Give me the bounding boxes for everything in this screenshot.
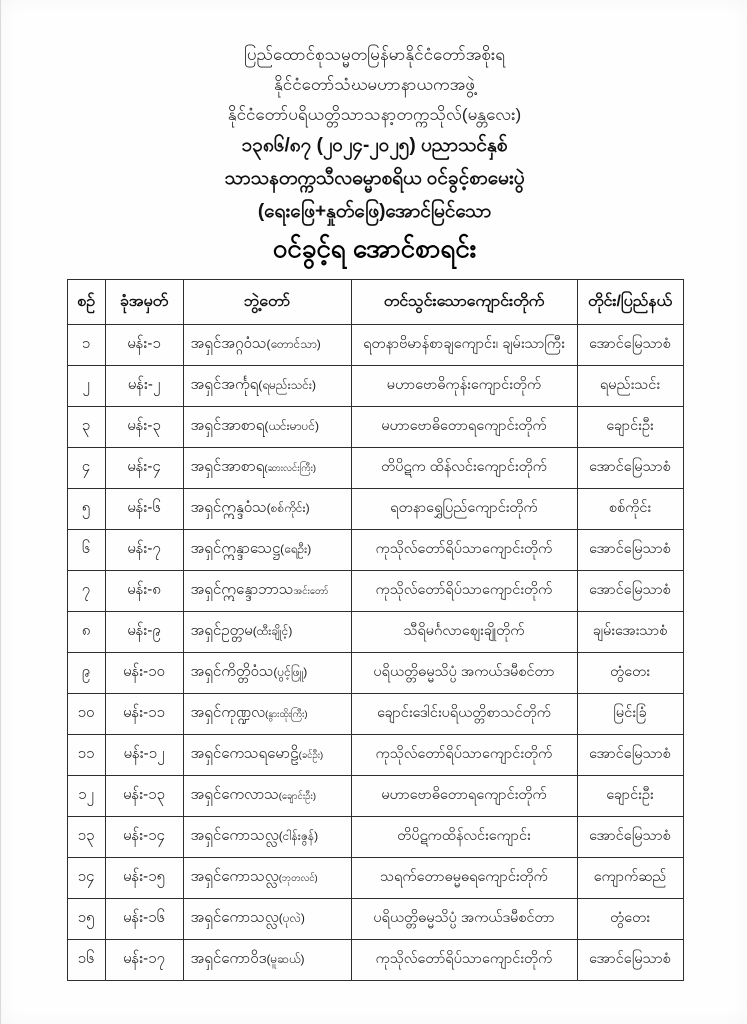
monk-name: အရှင်ဣန္ဒောဘာသ xyxy=(190,581,294,598)
monk-name-note: (ယင်းမာပင်) xyxy=(264,419,319,433)
roll-number-cell: မန်း-၁၀ xyxy=(105,653,183,694)
monk-name: အရှင်ကောသလ္လ xyxy=(190,868,279,885)
monk-name-note: (ရေဦး) xyxy=(280,542,312,556)
monastery-cell: ကုသိုလ်တော်ရိပ်သာကျောင်းတိုက် xyxy=(351,571,577,612)
table-row xyxy=(67,858,683,899)
table-row xyxy=(67,817,683,858)
monk-name-note: (ဆားလင်းကြီး) xyxy=(264,463,317,474)
region-cell: ကျောက်ဆည် xyxy=(577,858,683,899)
monk-name: အရှင်ကုဏ္ဍလ xyxy=(190,704,266,721)
table-row xyxy=(67,489,683,530)
monk-name-cell xyxy=(183,530,351,571)
monastery-cell: မဟာဗောဓိတောရကျောင်းတိုက် xyxy=(351,407,577,448)
page-title: ဝင်ခွင့်ရ အောင်စာရင်း xyxy=(272,233,477,263)
table-row xyxy=(67,940,683,981)
serial-cell: ၁၃ xyxy=(67,817,105,858)
roll-number-cell: မန်း-၂ xyxy=(105,366,183,407)
table-row xyxy=(67,448,683,489)
exam-type-line: (ရေးဖြေ+နှုတ်ဖြေ)အောင်မြင်သော xyxy=(257,201,492,222)
monastery-cell: မဟာဗောဓိတောရကျောင်းတိုက် xyxy=(351,776,577,817)
region-cell: တွံတေး xyxy=(577,899,683,940)
region-cell: အောင်မြေသာစံ xyxy=(577,530,683,571)
region-cell: တွံတေး xyxy=(577,653,683,694)
results-table xyxy=(67,279,684,981)
column-header-monastery: တင်သွင်းသောကျောင်းတိုက် xyxy=(351,280,577,325)
monk-name-cell xyxy=(183,817,351,858)
monk-name: အရှင်အဂ္ဂဝံသ xyxy=(190,335,267,352)
monk-name: အရှင်အင်္ကုရ xyxy=(190,376,259,393)
monk-name-cell xyxy=(183,776,351,817)
monk-name: အရှင်ကေလာသ xyxy=(190,786,279,803)
region-cell: စစ်ကိုင်း xyxy=(577,489,683,530)
table-row xyxy=(67,325,683,366)
table-row xyxy=(67,694,683,735)
region-cell: ချောင်းဦး xyxy=(577,776,683,817)
roll-number-cell: မန်း-၆ xyxy=(105,489,183,530)
monastery-cell: ပရိယတ္တိဓမ္မသိပ္ပံ အကယ်ဒမီစင်တာ xyxy=(351,899,577,940)
region-cell: ချောင်းဦး xyxy=(577,407,683,448)
monk-name-note: (ထီးချိုင့်) xyxy=(252,624,293,638)
serial-cell: ၁၀ xyxy=(67,694,105,735)
serial-cell: ၁၄ xyxy=(67,858,105,899)
region-cell: အောင်မြေသာစံ xyxy=(577,735,683,776)
monk-name-note: (တောင်သာ) xyxy=(266,337,321,351)
serial-cell: ၃ xyxy=(67,407,105,448)
roll-number-cell: မန်း-၄ xyxy=(105,448,183,489)
monastery-cell: တိပိဋက ထိန်လင်းကျောင်းတိုက် xyxy=(351,448,577,489)
monastery-cell: ရတနာရွှေပြည်ကျောင်းတိုက် xyxy=(351,489,577,530)
monk-name-note: (ချောင်းဦး) xyxy=(278,791,316,802)
column-header-serial: စဉ် xyxy=(67,280,105,325)
roll-number-cell: မန်း-၁၄ xyxy=(105,817,183,858)
roll-number-cell: မန်း-၉ xyxy=(105,612,183,653)
region-cell: အောင်မြေသာစံ xyxy=(577,448,683,489)
table-row xyxy=(67,612,683,653)
monastery-cell: ကုသိုလ်တော်ရိပ်သာကျောင်းတိုက် xyxy=(351,735,577,776)
serial-cell: ၁၁ xyxy=(67,735,105,776)
roll-number-cell: မန်း-၁၇ xyxy=(105,940,183,981)
monastery-cell: သရက်တောဓမ္မဓရကျောင်းတိုက် xyxy=(351,858,577,899)
monk-name-cell xyxy=(183,571,351,612)
region-cell: ချမ်းအေးသာစံ xyxy=(577,612,683,653)
monk-name-cell xyxy=(183,325,351,366)
roll-number-cell: မန်း-၇ xyxy=(105,530,183,571)
results-table-container xyxy=(67,279,683,981)
table-row xyxy=(67,653,683,694)
monastery-cell: မဟာဗောဓိကုန်းကျောင်းတိုက် xyxy=(351,366,577,407)
monk-name-note: (ငါန်းဇွန်) xyxy=(278,829,319,843)
academic-year-line: ၁၃၈၆/၈၇ (၂၀၂၄-၂၀၂၅) ပညာသင်နှစ် xyxy=(241,135,508,156)
roll-number-cell: မန်း-၁၂ xyxy=(105,735,183,776)
region-cell: မြင်းခြံ xyxy=(577,694,683,735)
monk-name: အရှင်ကိတ္တိဝံသ xyxy=(190,663,274,680)
monk-name-cell xyxy=(183,489,351,530)
roll-number-cell: မန်း-၁၆ xyxy=(105,899,183,940)
monk-name-note: (ပုလဲ) xyxy=(278,911,305,925)
monk-name: အရှင်ကေသရမောဠိ xyxy=(190,745,299,762)
monk-name-cell xyxy=(183,366,351,407)
monastery-cell: သီရိမင်္ဂလာဈေးချိုတိုက် xyxy=(351,612,577,653)
serial-cell: ၆ xyxy=(67,530,105,571)
monk-name-note: အင်းတော် xyxy=(293,586,329,597)
monk-name-note: (ဘုတလင်) xyxy=(278,873,318,884)
serial-cell: ၄ xyxy=(67,448,105,489)
monk-name-cell xyxy=(183,735,351,776)
monk-name-note: (စစ်ကိုင်း) xyxy=(266,501,310,515)
sangha-committee-line: နိုင်ငံတော်သံဃမဟာနာယကအဖွဲ့ xyxy=(273,75,475,94)
table-row xyxy=(67,571,683,612)
government-title-line: ပြည်ထောင်စုသမ္မတမြန်မာနိုင်ငံတော်အစိုးရ xyxy=(243,45,506,64)
monk-name-cell xyxy=(183,448,351,489)
region-cell: အောင်မြေသာစံ xyxy=(577,325,683,366)
monk-name: အရှင်ဣန္ဒဝံသ xyxy=(190,499,267,516)
roll-number-cell: မန်း-၁၁ xyxy=(105,694,183,735)
document-header xyxy=(1,0,747,261)
table-row xyxy=(67,899,683,940)
column-header-region: တိုင်း/ပြည်နယ် xyxy=(577,280,683,325)
monk-name-cell xyxy=(183,653,351,694)
monk-name: အရှင်ဥတ္တမ xyxy=(190,622,253,639)
serial-cell: ၁၆ xyxy=(67,940,105,981)
roll-number-cell: မန်း-၃ xyxy=(105,407,183,448)
table-row xyxy=(67,735,683,776)
serial-cell: ၅ xyxy=(67,489,105,530)
monk-name-note: (နွားထိုးကြီး) xyxy=(265,709,308,720)
monk-name-cell xyxy=(183,407,351,448)
monastery-cell: ကုသိုလ်တော်ရိပ်သာကျောင်းတိုက် xyxy=(351,940,577,981)
region-cell: ရမည်းသင်း xyxy=(577,366,683,407)
serial-cell: ၁၅ xyxy=(67,899,105,940)
monk-name: အရှင်ကောဝိဒ xyxy=(190,950,267,967)
roll-number-cell: မန်း-၁၃ xyxy=(105,776,183,817)
monk-name: အရှင်ကောသလ္လ xyxy=(190,909,279,926)
monk-name-cell xyxy=(183,858,351,899)
serial-cell: ၁၂ xyxy=(67,776,105,817)
monastery-cell: ကုသိုလ်တော်ရိပ်သာကျောင်းတိုက် xyxy=(351,530,577,571)
monk-name-cell xyxy=(183,899,351,940)
monk-name-cell xyxy=(183,612,351,653)
monk-name: အရှင်ကောသလ္လ xyxy=(190,827,279,844)
table-row xyxy=(67,530,683,571)
monk-name: အရှင်အာစာရ xyxy=(190,458,265,475)
monk-name-cell xyxy=(183,940,351,981)
monk-name-cell xyxy=(183,694,351,735)
exam-name-line: သာသနတက္ကသီလဓမ္မာစရိယ ဝင်ခွင့်စာမေးပွဲ xyxy=(224,168,525,189)
table-row xyxy=(67,776,683,817)
monastery-cell: ရတနာဗိမာန်စာချကျောင်း၊ ချမ်းသာကြီး xyxy=(351,325,577,366)
table-header-row xyxy=(67,280,683,325)
monastery-cell: တိပိဋကထိန်လင်းကျောင်း xyxy=(351,817,577,858)
university-name-line: နိုင်ငံတော်ပရိယတ္တိသာသနာ့တက္ကသိုလ်(မန္တလေး) xyxy=(227,105,522,124)
table-body xyxy=(67,325,683,981)
roll-number-cell: မန်း-၁ xyxy=(105,325,183,366)
table-row xyxy=(67,366,683,407)
monk-name-note: (ပွင့်ဖြူ) xyxy=(273,665,308,679)
monk-name-note: (ရမည်းသင်း) xyxy=(258,378,316,392)
serial-cell: ၁ xyxy=(67,325,105,366)
monk-name-note: (ခင်ဦး) xyxy=(298,750,324,761)
monk-name-note: (မူဆယ်) xyxy=(266,952,305,966)
monastery-cell: ပရိယတ္တိဓမ္မသိပ္ပံ အကယ်ဒမီစင်တာ xyxy=(351,653,577,694)
column-header-name: ဘွဲ့တော် xyxy=(183,280,351,325)
serial-cell: ၉ xyxy=(67,653,105,694)
serial-cell: ၈ xyxy=(67,612,105,653)
table-row xyxy=(67,407,683,448)
region-cell: အောင်မြေသာစံ xyxy=(577,817,683,858)
roll-number-cell: မန်း-၈ xyxy=(105,571,183,612)
monk-name: အရှင်အာစာရ xyxy=(190,417,265,434)
serial-cell: ၂ xyxy=(67,366,105,407)
region-cell: အောင်မြေသာစံ xyxy=(577,940,683,981)
region-cell: အောင်မြေသာစံ xyxy=(577,571,683,612)
serial-cell: ၇ xyxy=(67,571,105,612)
column-header-roll: ခုံအမှတ် xyxy=(105,280,183,325)
roll-number-cell: မန်း-၁၅ xyxy=(105,858,183,899)
monk-name: အရှင်ဣန္ဒာသေဋ္ဌ xyxy=(190,540,281,557)
monastery-cell: ချောင်းဒေါင်းပရိယတ္တိစာသင်တိုက် xyxy=(351,694,577,735)
